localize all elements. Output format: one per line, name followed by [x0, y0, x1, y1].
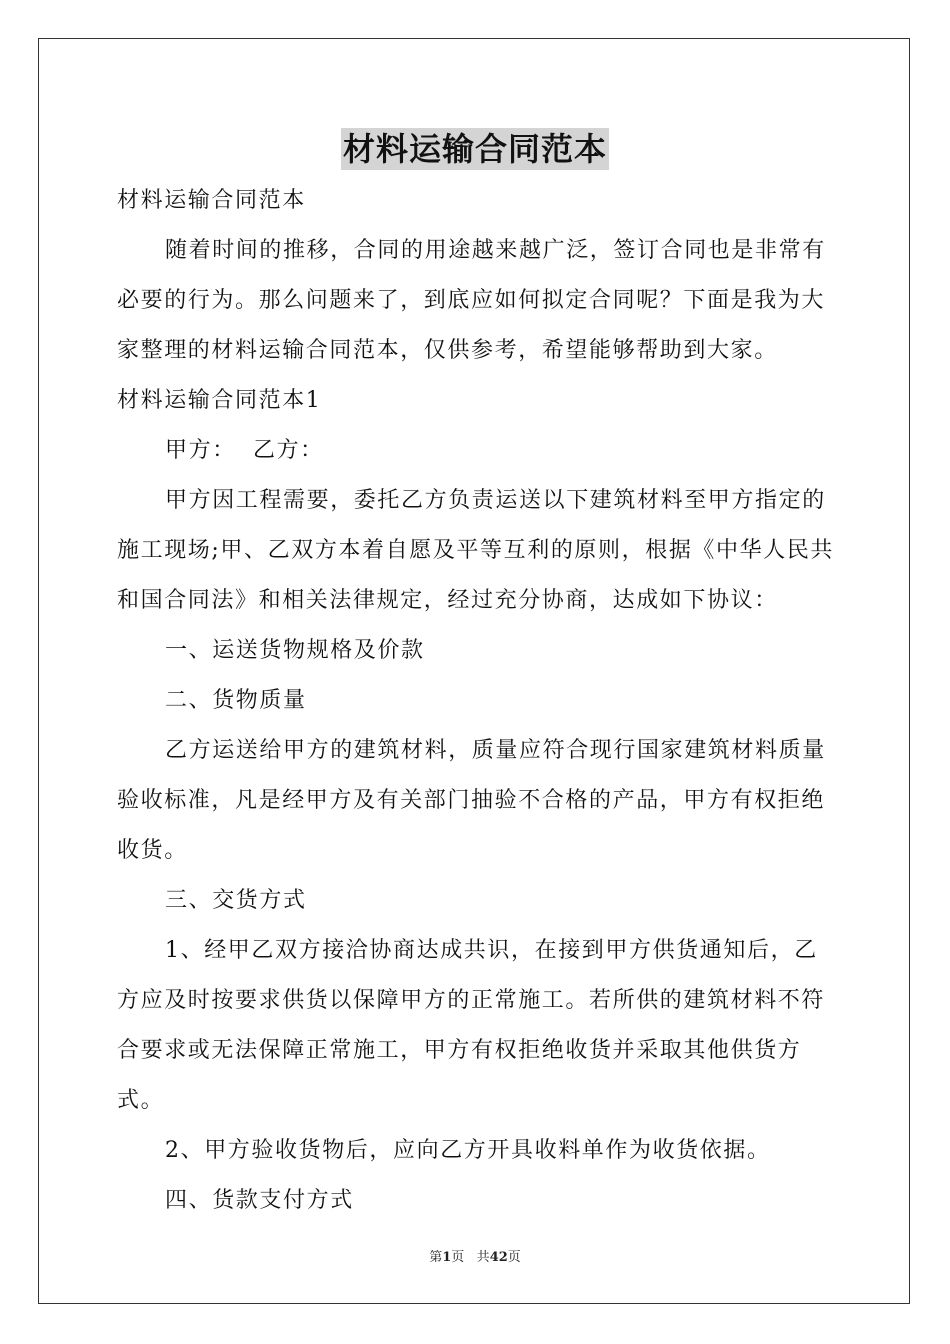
title-container: [0, 128, 950, 170]
footer-total-pages: 42: [489, 1250, 508, 1265]
paragraph-parties: 甲方： 乙方：: [165, 438, 324, 463]
footer-current-page: 1: [442, 1250, 452, 1265]
footer-page-prefix: 第: [429, 1250, 443, 1265]
paragraph-clause-2-heading: 二、货物质量: [165, 688, 307, 713]
paragraph-clause-3-item-1: 1、经甲乙双方接洽协商达成共识，在接到甲方供货通知后，乙方应及时按要求供货以保障甲方的正常施工。若所供的建筑材料不符合要求或无法保障正常施工，甲方有权拒绝收货并采取其他供货方式。: [117, 938, 826, 1113]
paragraph-clause-4-heading: 四、货款支付方式: [165, 1188, 354, 1213]
footer-total-suffix: 页: [507, 1250, 521, 1265]
page-footer: [0, 1250, 950, 1266]
paragraph-clause-2-body: 乙方运送给甲方的建筑材料，质量应符合现行国家建筑材料质量验收标准，凡是经甲方及有关部门抽验不合格的产品，甲方有权拒绝收货。: [117, 738, 826, 863]
paragraph-intro: 随着时间的推移，合同的用途越来越广泛，签订合同也是非常有必要的行为。那么问题来了，到底应如何拟定合同呢？下面是我为大家整理的材料运输合同范本，仅供参考，希望能够帮助到大家。: [117, 238, 826, 363]
document-title: 材料运输合同范本: [342, 130, 607, 168]
paragraph-clause-1-heading: 一、运送货物规格及价款: [165, 638, 425, 663]
paragraph-section-title: 材料运输合同范本1: [117, 388, 322, 413]
paragraph-preamble: 甲方因工程需要，委托乙方负责运送以下建筑材料至甲方指定的施工现场;甲、乙双方本着自愿及平等互利的原则，根据《中华人民共和国合同法》和相关法律规定，经过充分协商，达成如下协议：: [117, 488, 835, 613]
footer-total-prefix: 共: [476, 1250, 490, 1265]
paragraph-clause-3-item-2: 2、甲方验收货物后，应向乙方开具收料单作为收货依据。: [165, 1138, 771, 1163]
paragraph-heading: 材料运输合同范本: [117, 188, 306, 213]
footer-page-suffix: 页: [451, 1250, 465, 1265]
paragraph-clause-3-heading: 三、交货方式: [165, 888, 307, 913]
document-body: [117, 176, 837, 1226]
